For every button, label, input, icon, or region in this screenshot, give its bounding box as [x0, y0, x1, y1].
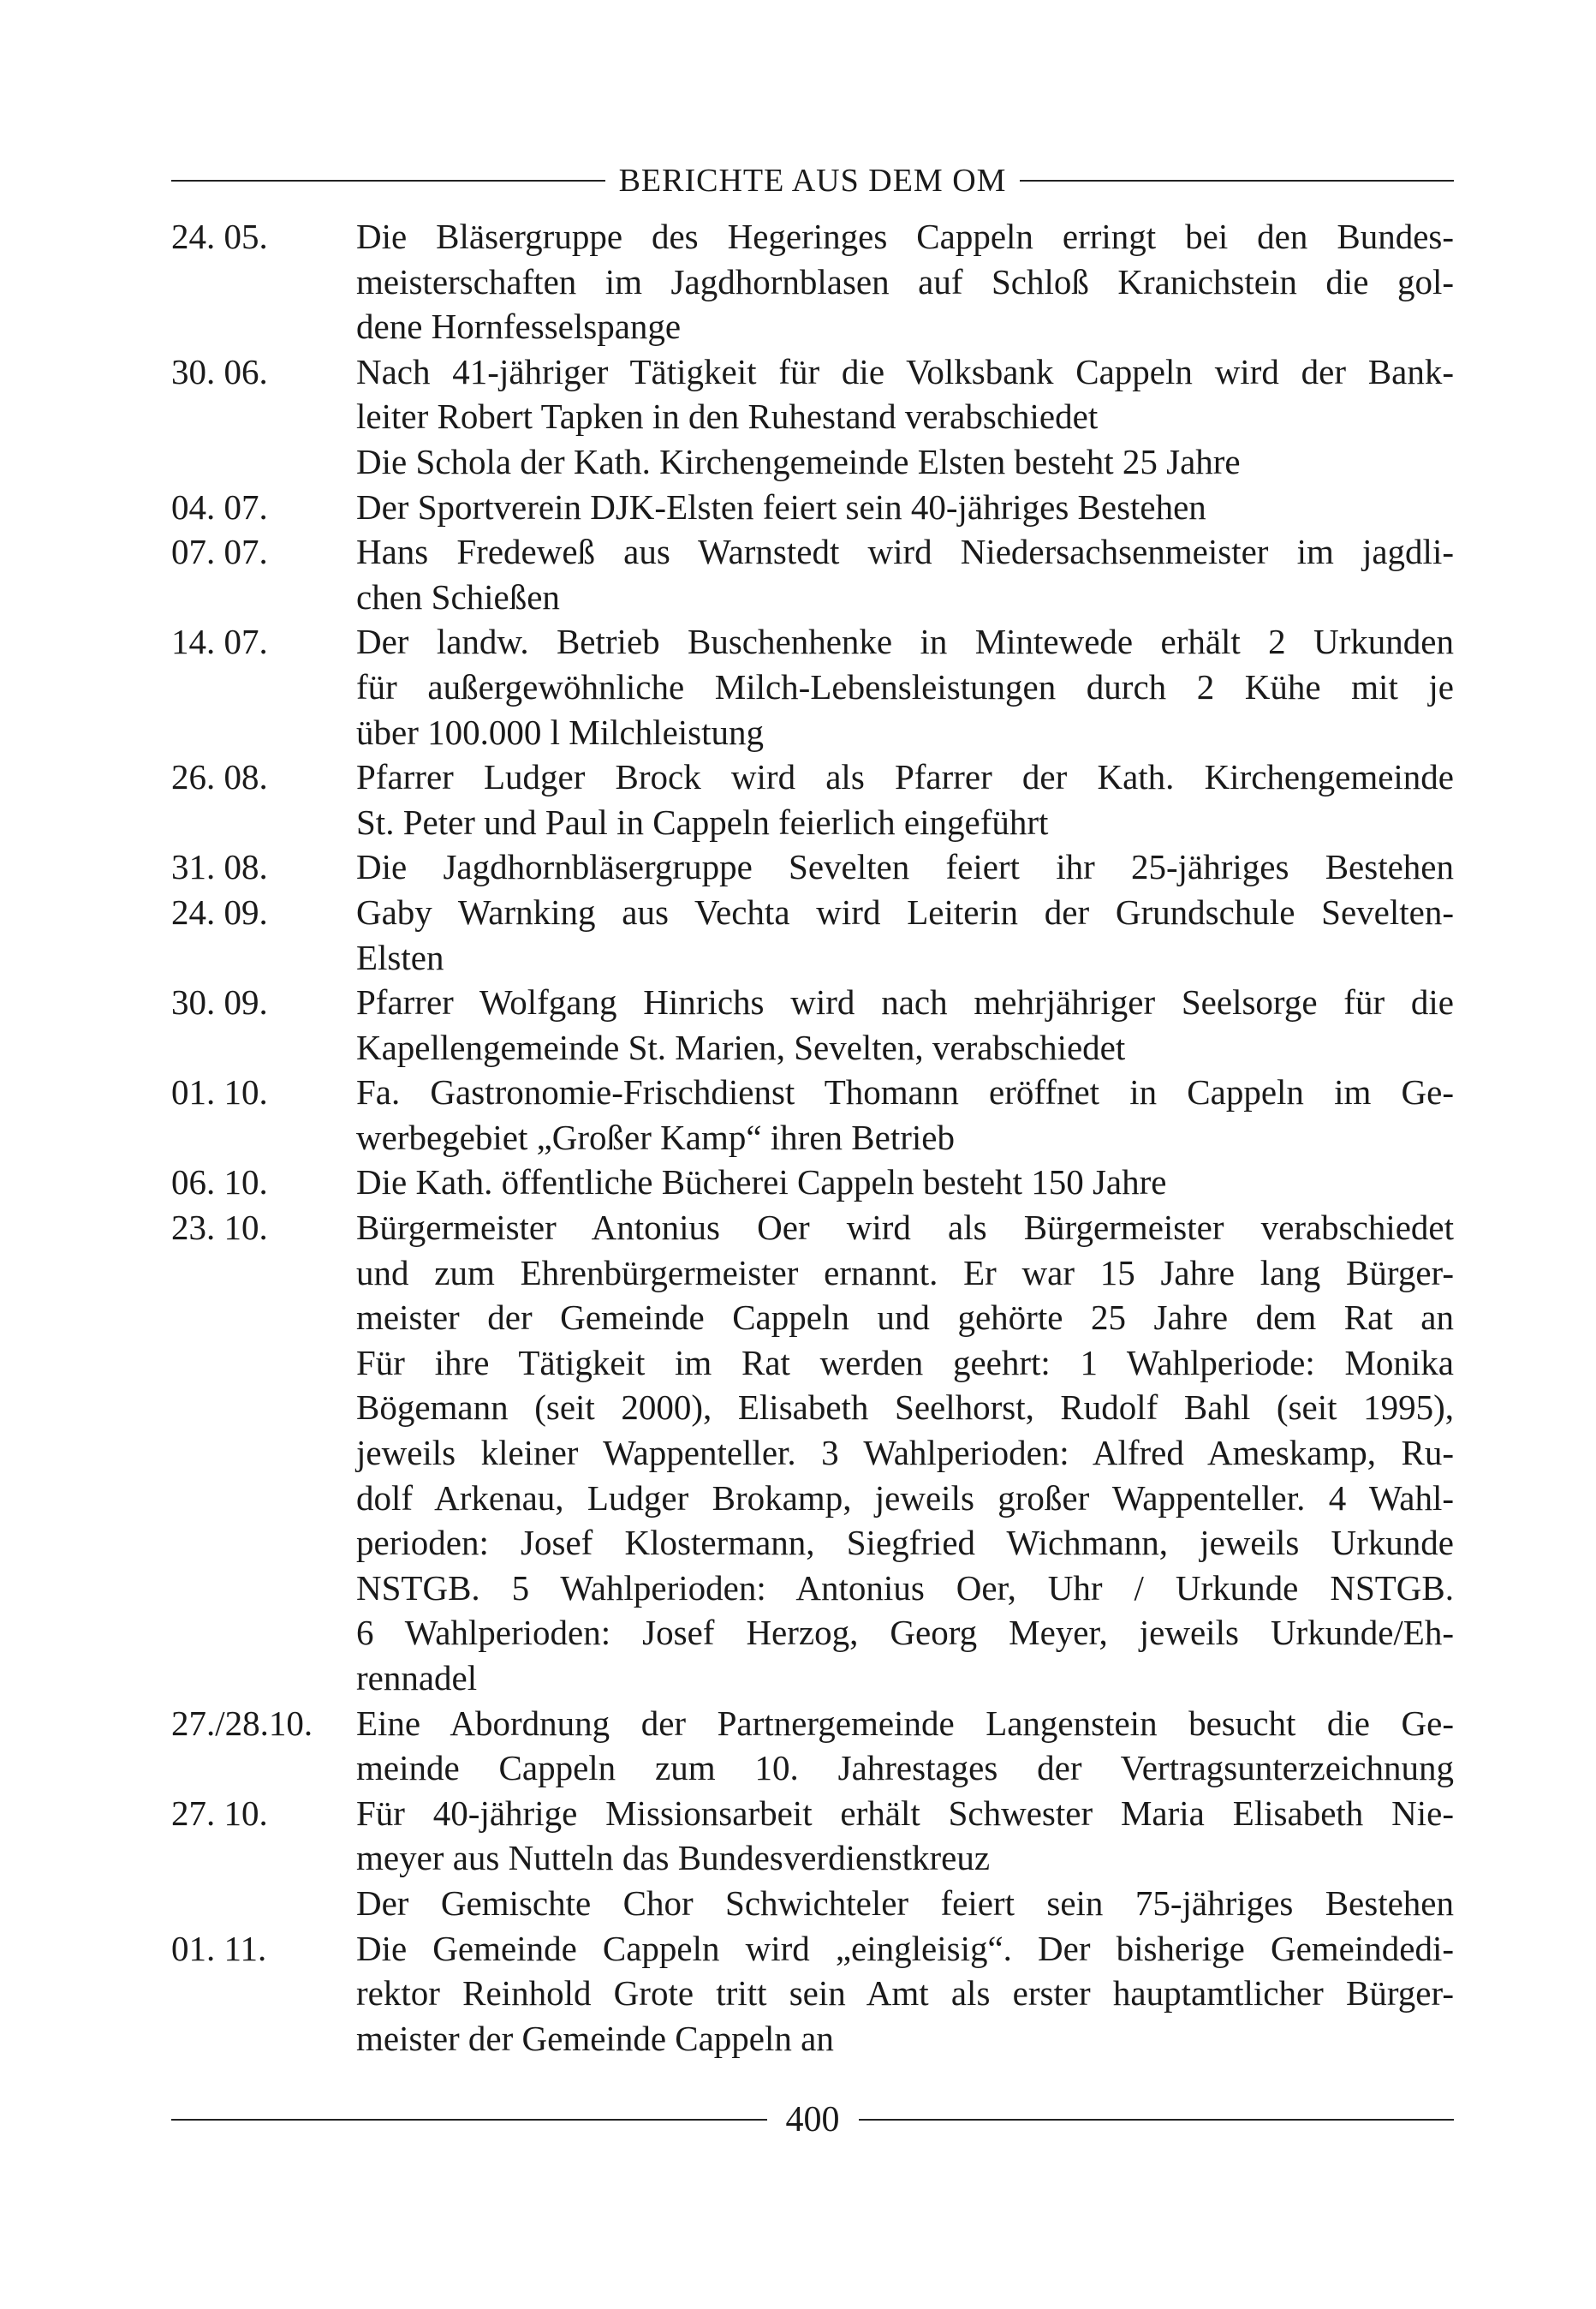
entry-text-line: meyer aus Nutteln das Bundesverdienstkreuz [356, 1838, 991, 1878]
entry-text-line: Die Jagdhornbläsergruppe Sevelten feiert ihr 25-jähriges Bestehen [356, 847, 1454, 887]
chronicle-entry [171, 1701, 1454, 1791]
entry-text-line: für außergewöhnliche Milch-Lebensleistungen durch 2 Kühe mit je [356, 666, 1454, 707]
entry-date: 23. 10. [171, 1208, 268, 1248]
entry-text-line: Bürgermeister Antonius Oer wird als Bürgermeister verabschiedet [356, 1208, 1454, 1248]
entry-date: 07. 07. [171, 532, 268, 572]
entry-date: 27./28.10. [171, 1703, 313, 1743]
chronicle-entry [171, 1205, 1454, 1701]
entry-text-line: Elsten [356, 937, 444, 977]
chronicle-entries [171, 214, 1454, 2061]
entry-text [356, 890, 1454, 980]
footer-rule-right [859, 2119, 1455, 2121]
entry-text-line: Kapellengemeinde St. Marien, Sevelten, verabschiedet [356, 1027, 1126, 1067]
chronicle-entry [171, 349, 1454, 485]
entry-date: 24. 09. [171, 892, 268, 932]
entry-text-line: jeweils kleiner Wappenteller. 3 Wahlperioden: Alfred Ameskamp, Ru- [356, 1433, 1454, 1473]
chronicle-entry [171, 485, 1454, 530]
entry-text-line: meister der Gemeinde Cappeln an [356, 2018, 834, 2058]
entry-date: 01. 11. [171, 1928, 267, 1968]
footer-rule-left [171, 2119, 767, 2121]
entry-text-line: werbegebiet „Großer Kamp“ ihren Betrieb [356, 1117, 955, 1157]
chronicle-entry [171, 214, 1454, 349]
entry-text-line: Die Kath. öffentliche Bücherei Cappeln besteht 150 Jahre [356, 1162, 1167, 1202]
entry-text [356, 1926, 1454, 2061]
entry-text-line: dene Hornfesselspange [356, 307, 682, 347]
chronicle-entry [171, 1791, 1454, 1926]
entry-text-line: Hans Fredeweß aus Warnstedt wird Niedersachsenmeister im jagdli- [356, 532, 1454, 572]
entry-date: 14. 07. [171, 622, 268, 662]
entry-text [356, 1701, 1454, 1791]
header-rule-left [171, 180, 605, 182]
entry-date: 01. 10. [171, 1072, 268, 1113]
running-header [171, 159, 1454, 202]
entry-text [356, 619, 1454, 755]
entry-text-line: chen Schießen [356, 576, 560, 617]
entry-text [356, 1205, 1454, 1701]
entry-date: 26. 08. [171, 757, 268, 797]
entry-text-line: rennadel [356, 1658, 478, 1697]
entry-text-line: 6 Wahlperioden: Josef Herzog, Georg Meyer, jeweils Urkunde/Eh- [356, 1613, 1454, 1653]
entry-text [356, 980, 1454, 1070]
chronicle-entry [171, 755, 1454, 844]
entry-text-line: dolf Arkenau, Ludger Brokamp, jeweils großer Wappenteller. 4 Wahl- [356, 1477, 1454, 1518]
chronicle-entry [171, 1160, 1454, 1205]
entry-text-line: perioden: Josef Klostermann, Siegfried Wichmann, jeweils Urkunde [356, 1523, 1454, 1563]
entry-text-line: Pfarrer Ludger Brock wird als Pfarrer der Kath. Kirchengemeinde [356, 757, 1454, 797]
entry-date: 24. 05. [171, 217, 268, 256]
entry-text [356, 1791, 1454, 1926]
entry-text [356, 844, 1454, 890]
entry-text-line: Der landw. Betrieb Buschenhenke in Mintewede erhält 2 Urkunden [356, 622, 1454, 662]
header-rule-right [1020, 180, 1454, 182]
entry-date: 06. 10. [171, 1162, 268, 1202]
entry-text [356, 485, 1454, 530]
entry-text-line: Pfarrer Wolfgang Hinrichs wird nach mehrjähriger Seelsorge für die [356, 982, 1454, 1023]
entry-text [356, 1160, 1454, 1205]
entry-date: 31. 08. [171, 847, 268, 887]
chronicle-entry [171, 619, 1454, 755]
entry-text-line: Gaby Warnking aus Vechta wird Leiterin der Grundschule Sevelten- [356, 892, 1454, 932]
entry-text-line: Die Schola der Kath. Kirchengemeinde Elsten besteht 25 Jahre [356, 441, 1241, 481]
entry-date: 30. 06. [171, 351, 268, 391]
entry-text-line: Die Bläsergruppe des Hegeringes Cappeln erringt bei den Bundes- [356, 217, 1454, 256]
entry-text-line: Der Gemischte Chor Schwichteler feiert sein 75-jähriges Bestehen [356, 1882, 1454, 1923]
chronicle-entry [171, 980, 1454, 1070]
entry-date: 30. 09. [171, 982, 268, 1023]
chronicle-entry [171, 1070, 1454, 1160]
entry-text-line: meisterschaften im Jagdhornblasen auf Schloß Kranichstein die gol- [356, 261, 1454, 301]
entry-text [356, 529, 1454, 619]
entry-text [356, 755, 1454, 844]
entry-text-line: Fa. Gastronomie-Frischdienst Thomann eröffnet in Cappeln im Ge- [356, 1072, 1454, 1113]
entry-text-line: NSTGB. 5 Wahlperioden: Antonius Oer, Uhr / Urkunde NSTGB. [356, 1567, 1454, 1608]
page-footer [171, 2096, 1454, 2144]
entry-text-line: Bögemann (seit 2000), Elisabeth Seelhorst, Rudolf Bahl (seit 1995), [356, 1387, 1454, 1428]
entry-text [356, 214, 1454, 349]
entry-text-line: rektor Reinhold Grote tritt sein Amt als erster hauptamtlicher Bürger- [356, 1973, 1454, 2014]
entry-text-line: leiter Robert Tapken in den Ruhestand verabschiedet [356, 397, 1099, 437]
entry-text-line: meister der Gemeinde Cappeln und gehörte 25 Jahre dem Rat an [356, 1298, 1454, 1338]
chronicle-entry [171, 1926, 1454, 2061]
page-number: 400 [785, 2100, 840, 2139]
entry-date: 04. 07. [171, 486, 268, 527]
chronicle-entry [171, 529, 1454, 619]
entry-text-line: Für 40-jährige Missionsarbeit erhält Schwester Maria Elisabeth Nie- [356, 1793, 1454, 1833]
entry-text-line: Nach 41-jähriger Tätigkeit für die Volksbank Cappeln wird der Bank- [356, 351, 1454, 391]
entry-text-line: Der Sportverein DJK-Elsten feiert sein 40-jähriges Bestehen [356, 486, 1206, 527]
entry-text-line: Eine Abordnung der Partnergemeinde Langenstein besucht die Ge- [356, 1703, 1454, 1743]
entry-text-line: Die Gemeinde Cappeln wird „eingleisig“. Der bisherige Gemeindedi- [356, 1928, 1454, 1968]
entry-text-line: über 100.000 l Milchleistung [356, 712, 765, 752]
chronicle-entry [171, 890, 1454, 980]
header-title: BERICHTE AUS DEM OM [618, 163, 1007, 199]
entry-text-line: meinde Cappeln zum 10. Jahrestages der Vertragsunterzeichnung [356, 1748, 1454, 1788]
entry-text [356, 349, 1454, 485]
entry-date: 27. 10. [171, 1793, 268, 1833]
entry-text-line: und zum Ehrenbürgermeister ernannt. Er war 15 Jahre lang Bürger- [356, 1252, 1454, 1292]
entry-text [356, 1070, 1454, 1160]
entry-text-line: Für ihre Tätigkeit im Rat werden geehrt: 1 Wahlperiode: Monika [356, 1342, 1454, 1382]
chronicle-entry [171, 844, 1454, 890]
entry-text-line: St. Peter und Paul in Cappeln feierlich eingeführt [356, 802, 1049, 842]
